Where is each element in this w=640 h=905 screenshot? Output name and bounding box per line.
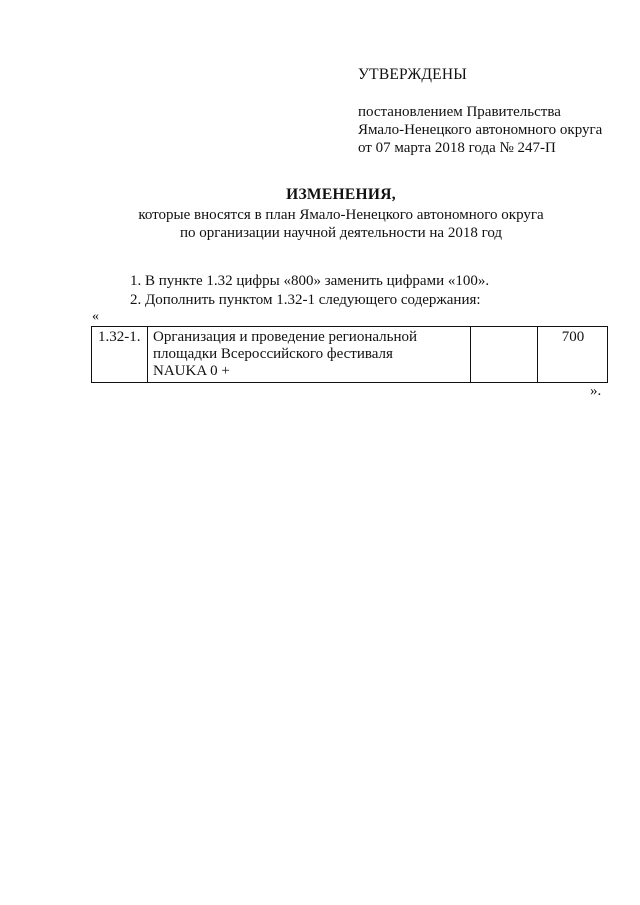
- closing-quote: ».: [590, 383, 602, 399]
- description-line: площадки Всероссийского фестиваля: [153, 346, 393, 362]
- subtitle-line: которые вносятся в план Ямало-Ненецкого автономного округа: [138, 207, 544, 223]
- document-title: ИЗМЕНЕНИЯ,: [286, 186, 396, 203]
- document-subtitle: [0, 206, 640, 242]
- amount-cell: 700: [538, 327, 608, 383]
- decree-line: от 07 марта 2018 года № 247-П: [358, 140, 556, 156]
- decree-line: постановлением Правительства: [358, 104, 561, 120]
- approval-title: УТВЕРЖДЕНЫ: [358, 66, 467, 83]
- description-line: NAUKA 0 +: [153, 363, 230, 379]
- description-line: Организация и проведение региональной: [153, 329, 418, 345]
- item-number-cell: 1.32-1.: [92, 327, 148, 383]
- table-row: [92, 327, 608, 383]
- approval-block: [358, 66, 602, 157]
- item-description-cell: [148, 327, 471, 383]
- decree-line: Ямало-Ненецкого автономного округа: [358, 122, 603, 138]
- opening-quote: «: [92, 309, 99, 324]
- amendment-item-1: 1. В пункте 1.32 цифры «800» заменить цифрами «100».: [130, 273, 490, 289]
- empty-cell: [471, 327, 538, 383]
- subtitle-line: по организации научной деятельности на 2018 год: [179, 225, 503, 241]
- amendment-item-2: 2. Дополнить пунктом 1.32-1 следующего содержания:: [130, 292, 481, 308]
- amendment-table: [91, 326, 608, 383]
